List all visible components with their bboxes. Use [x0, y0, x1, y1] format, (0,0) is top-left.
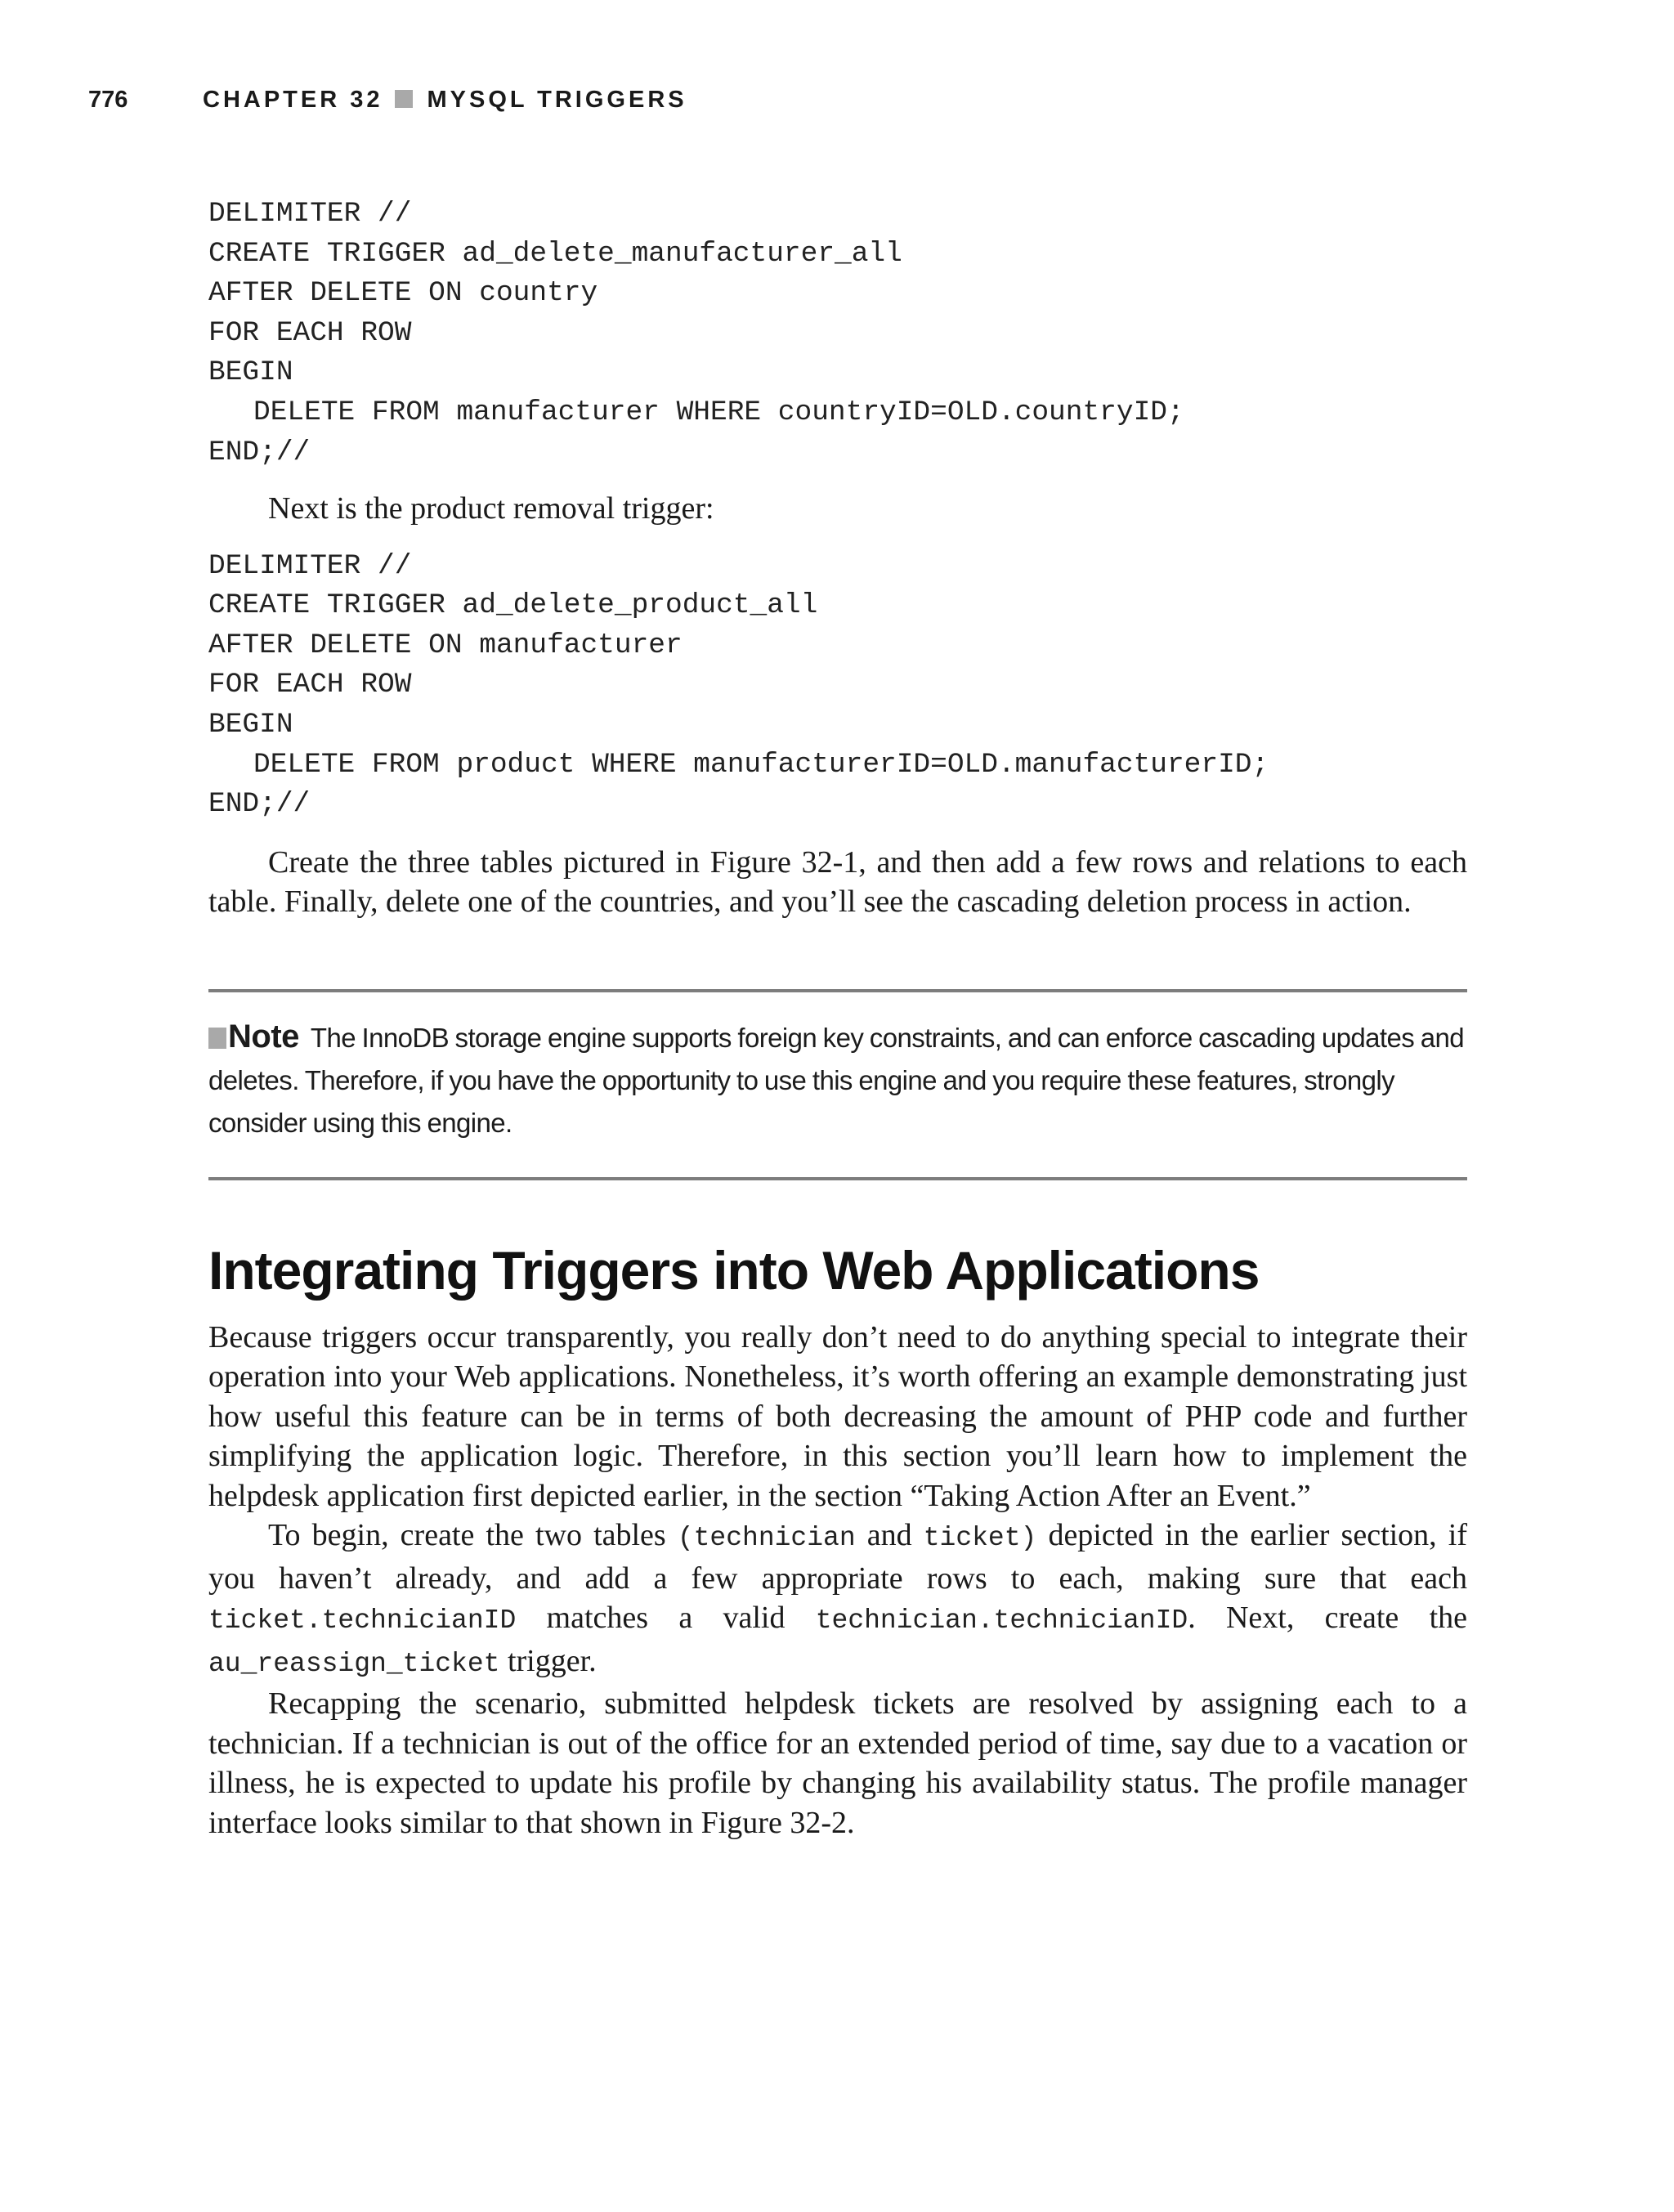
paragraph-create-tables: Create the three tables pictured in Figure 32-1, and then add a few rows and relations to each table. Finally, delete one of the countries, and you’ll see the cascading deletion process in action. [208, 844, 1467, 920]
text-run: depicted in the earlier section, if you haven’t already, and add a few appropriate rows to each, making sure that each [208, 1518, 1467, 1596]
text-run: To begin, create the two tables [268, 1518, 678, 1553]
inline-code: au_reassign_ticket [208, 1648, 500, 1679]
page-number: 776 [88, 87, 128, 113]
code-line: BEGIN [208, 356, 293, 389]
code-line: AFTER DELETE ON country [208, 277, 598, 310]
code-line: CREATE TRIGGER ad_delete_manufacturer_all [208, 237, 902, 270]
note-marker-icon [208, 1028, 226, 1049]
code-line: FOR EACH ROW [208, 316, 412, 349]
paragraph-begin [208, 1516, 1467, 1684]
running-head [88, 82, 1461, 118]
code-line: END;// [208, 788, 311, 821]
section-heading: Integrating Triggers into Web Applications [208, 1239, 1260, 1301]
chapter-title [203, 82, 687, 118]
code-line: DELIMITER // [208, 198, 412, 230]
inline-code: (technician [677, 1523, 856, 1554]
text-run: trigger. [499, 1643, 597, 1678]
text-run: matches a valid [516, 1601, 816, 1636]
paragraph-recap: Recapping the scenario, submitted helpdesk tickets are resolved by assigning each to a technician. If a technician is out of the office for an extended period of time, say due to a vacation or illness, he is expected to update his profile by changing his availability status. The profile manager interface looks similar to that shown in Figure 32-2. [208, 1686, 1467, 1840]
code-line: BEGIN [208, 709, 293, 741]
chapter-label: CHAPTER 32 [203, 87, 383, 113]
note-text: The InnoDB storage engine supports foreign key constraints, and can enforce cascading updates and deletes. Therefore, if you have the opportunity to use this engine and you require these features, strongly consider using this engine. [208, 1022, 1464, 1138]
paragraph-product-trigger: Next is the product removal trigger: [268, 491, 714, 526]
code-line: FOR EACH ROW [208, 669, 412, 701]
code-line: DELETE FROM product WHERE manufacturerID=OLD.manufacturerID; [253, 748, 1269, 781]
inline-code: technician.technicianID [815, 1605, 1188, 1637]
code-line: DELETE FROM manufacturer WHERE countryID=OLD.countryID; [253, 396, 1184, 428]
inline-code: ticket.technicianID [208, 1605, 517, 1637]
code-line: END;// [208, 436, 311, 468]
code-block-product-trigger [208, 547, 1467, 825]
note-label: Note [228, 1018, 299, 1055]
code-line: CREATE TRIGGER ad_delete_product_all [208, 589, 818, 622]
code-block-country-trigger [208, 195, 1467, 472]
note-box [208, 989, 1467, 1180]
chapter-name: MYSQL TRIGGERS [427, 87, 687, 113]
separator-square-icon [395, 90, 413, 108]
text-run: . Next, create the [1188, 1601, 1467, 1636]
page-content [208, 195, 1467, 1843]
code-line: AFTER DELETE ON manufacturer [208, 629, 683, 661]
text-run: and [855, 1518, 924, 1553]
paragraph-intro: Because triggers occur transparently, you really don’t need to do anything special to integrate their operation into your Web applications. Nonetheless, it’s worth offering an example demonstrating just how useful this feature can be in terms of both decreasing the amount of PHP code and further simplifying the application logic. Therefore, in this section you’ll learn how to implement the helpdesk application first depicted earlier, in the section “Taking Action After an Event.” [208, 1319, 1467, 1513]
code-line: DELIMITER // [208, 549, 412, 582]
inline-code: ticket) [923, 1523, 1037, 1554]
